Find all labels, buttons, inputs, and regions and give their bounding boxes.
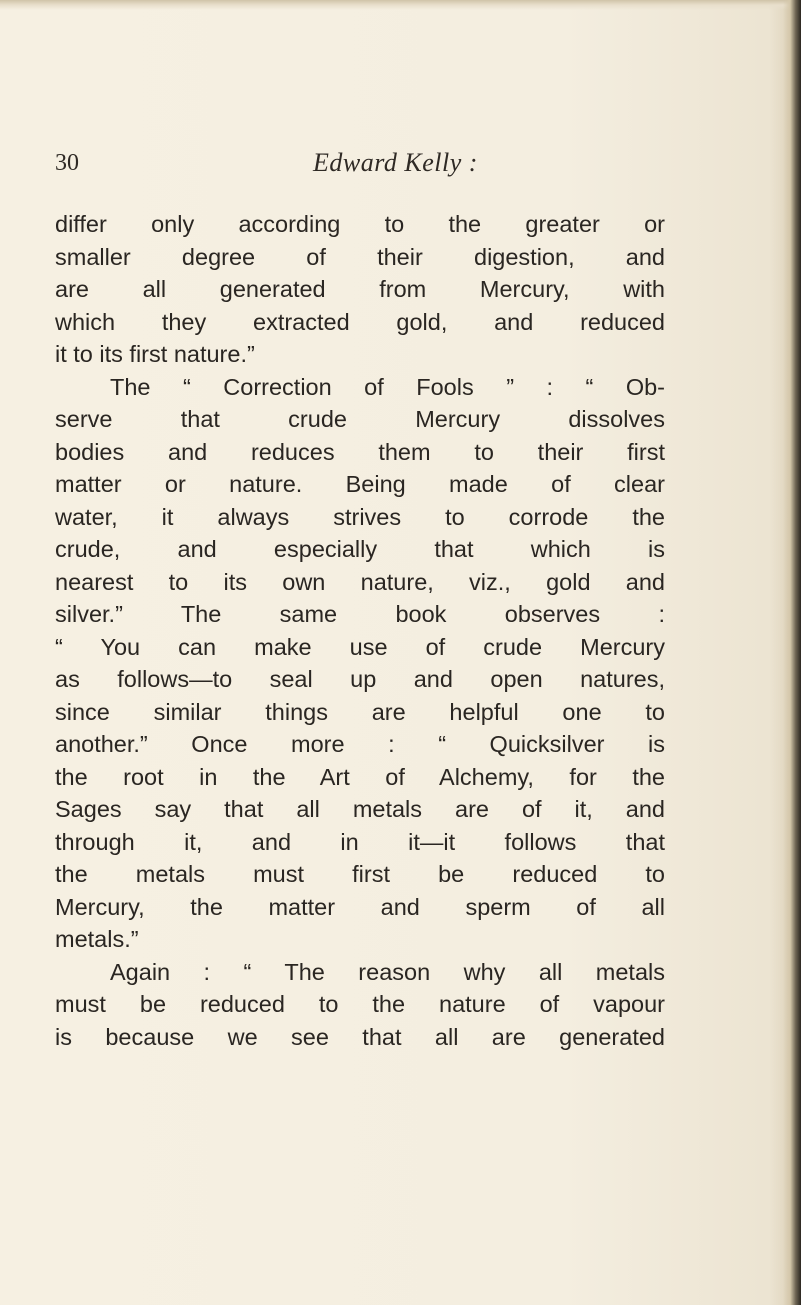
text-line: water, it always strives to corrode the — [55, 503, 665, 530]
page-header — [55, 145, 675, 185]
text-line: silver.” The same book observes : — [55, 601, 665, 627]
page-number: 30 — [55, 150, 79, 176]
text-line: bodies and reduces them to their first — [55, 438, 665, 465]
text-line: through it, and in it—it follows that — [55, 828, 665, 855]
text-line: must be reduced to the nature of vapour — [55, 991, 665, 1017]
text-line: metals.” — [55, 926, 139, 952]
text-line: Again : “ The reason why all metals — [110, 958, 665, 985]
body-text — [55, 208, 665, 1053]
text-line: the root in the Art of Alchemy, for the — [55, 763, 665, 790]
text-line: “ You can make use of crude Mercury — [55, 633, 665, 660]
text-line: differ only according to the greater or — [55, 211, 665, 237]
text-line: nearest to its own nature, viz., gold and — [55, 568, 665, 595]
text-line: it to its first nature.” — [55, 341, 255, 367]
text-line: the metals must first be reduced to — [55, 861, 665, 887]
text-line: The “ Correction of Fools ” : “ Ob- — [110, 373, 665, 400]
text-line: Sages say that all metals are of it, and — [55, 796, 665, 822]
text-line: matter or nature. Being made of clear — [55, 471, 665, 497]
page-top-edge — [0, 0, 801, 10]
text-line: is because we see that all are generated — [55, 1023, 665, 1050]
text-line: which they extracted gold, and reduced — [55, 308, 665, 335]
text-line: another.” Once more : “ Quicksilver is — [55, 731, 665, 757]
text-line: are all generated from Mercury, with — [55, 276, 665, 302]
text-line: as follows—to seal up and open natures, — [55, 666, 665, 692]
page-binding-edge — [783, 0, 801, 1305]
text-line: since similar things are helpful one to — [55, 698, 665, 725]
text-line: smaller degree of their digestion, and — [55, 243, 665, 270]
running-head: Edward Kelly : — [313, 148, 478, 177]
text-line: serve that crude Mercury dissolves — [55, 406, 665, 432]
text-line: crude, and especially that which is — [55, 536, 665, 562]
text-line: Mercury, the matter and sperm of all — [55, 893, 665, 920]
